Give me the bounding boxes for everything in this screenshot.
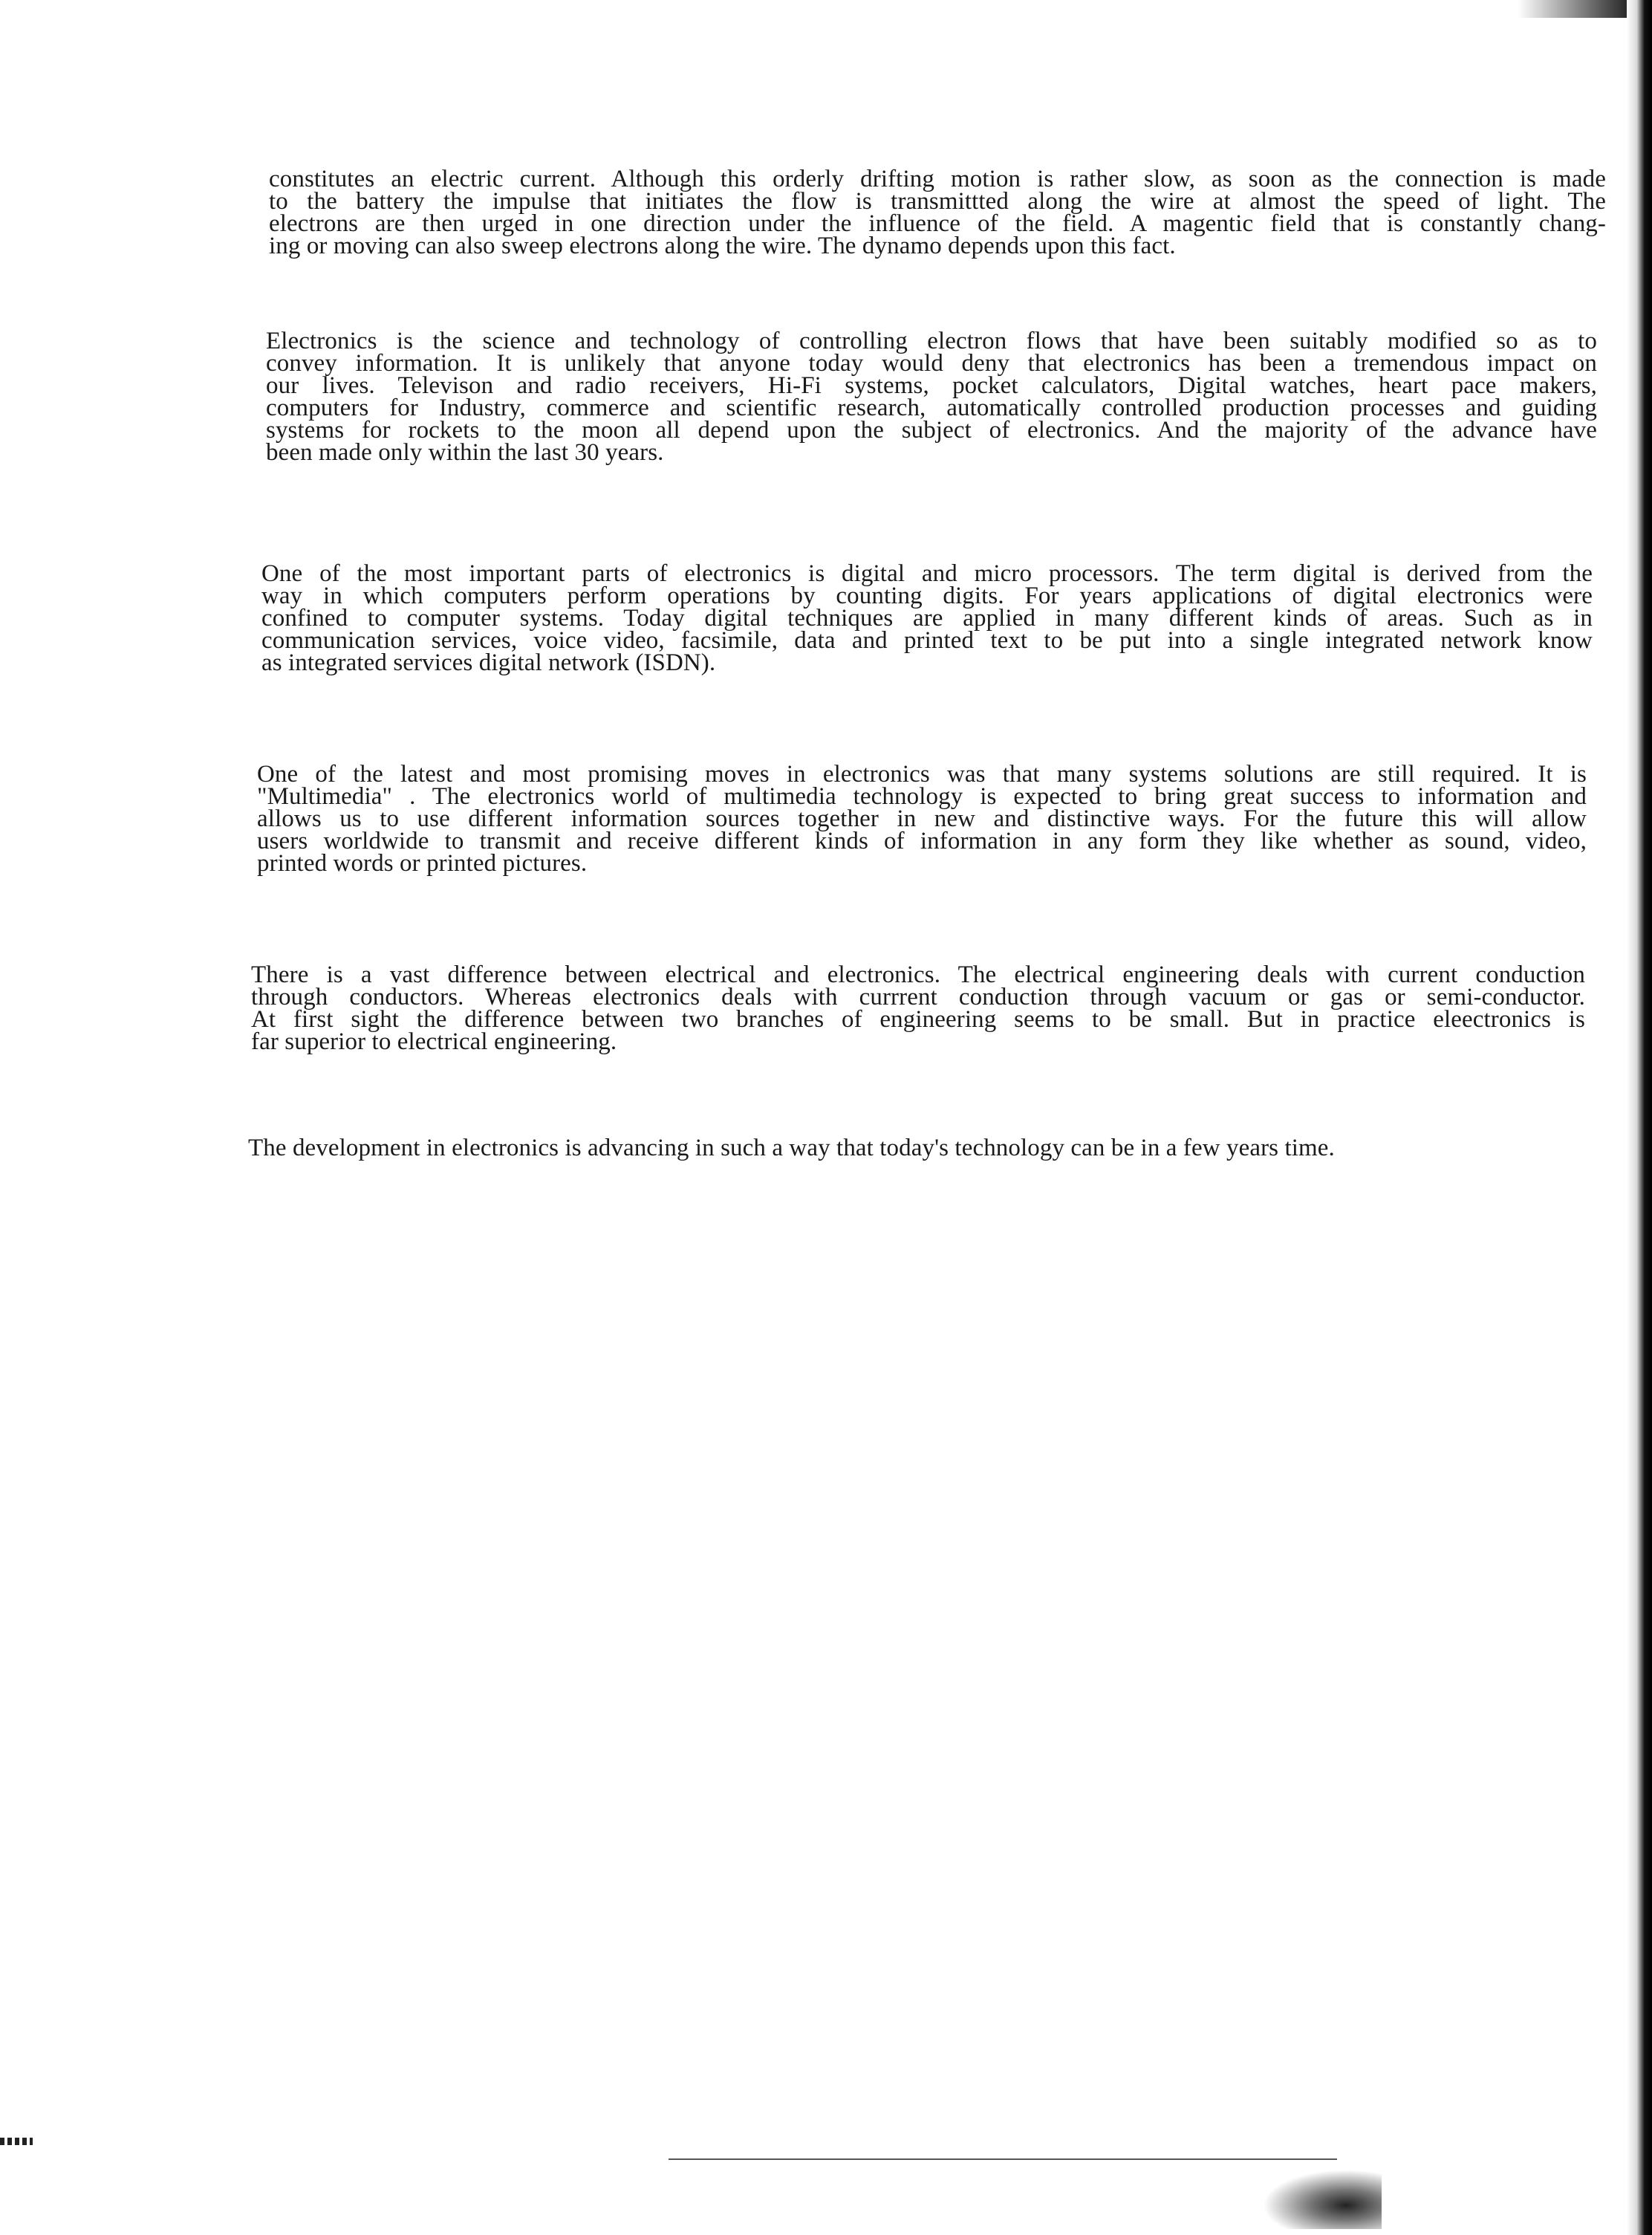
paragraph-line: At first sight the difference between two branches of engineering seems to be small. But in practice eleectronics is	[251, 1006, 1585, 1033]
paragraph-line: way in which computers perform operations by counting digits. For years applications of digital electronics were	[261, 583, 1593, 609]
paragraph-6	[248, 1137, 1555, 1159]
paragraph-3	[261, 562, 1593, 674]
paragraph-line: our lives. Televison and radio receivers, Hi-Fi systems, pocket calculators, Digital watches, heart pace makers,	[266, 372, 1597, 399]
paragraph-line: computers for Industry, commerce and scientific research, automatically controlled production processes and guiding	[266, 395, 1597, 421]
paragraph-line: There is a vast difference between electrical and electronics. The electrical engineering deals with current conduction	[251, 961, 1585, 988]
scan-smudge-bottom	[1263, 2170, 1382, 2229]
paragraph-line: as integrated services digital network (ISDN).	[261, 649, 716, 676]
paragraph-line: confined to computer systems. Today digital techniques are applied in many different kinds of areas. Such as in	[261, 605, 1593, 632]
paragraph-line: through conductors. Whereas electronics deals with currrent conduction through vacuum or gas or semi-conductor.	[251, 984, 1585, 1011]
scan-line-bottom	[669, 2158, 1337, 2160]
paragraph-line: electrons are then urged in one direction under the influence of the field. A magentic field that is constantly chang-	[269, 210, 1606, 237]
paragraph-line: far superior to electrical engineering.	[251, 1028, 617, 1055]
paragraph-5	[251, 961, 1585, 1055]
paragraph-line: One of the most important parts of electronics is digital and micro processors. The term digital is derived from the	[261, 560, 1593, 587]
paragraph-line: users worldwide to transmit and receive different kinds of information in any form they like whether as sound, video,	[257, 828, 1587, 854]
paragraph-line: to the battery the impulse that initiates the flow is transmittted along the wire at almost the speed of light. The	[269, 188, 1606, 215]
paragraph-line: One of the latest and most promising moves in electronics was that many systems solutions are still required. It is	[257, 761, 1587, 788]
paragraph-line: "Multimedia" . The electronics world of multimedia technology is expected to bring great success to information and	[257, 783, 1587, 810]
paragraph-line: constitutes an electric current. Although this orderly drifting motion is rather slow, as soon as the connection is made	[269, 166, 1606, 192]
paragraph-line: convey information. It is unlikely that anyone today would deny that electronics has been a tremendous impact on	[266, 350, 1597, 377]
paragraph-line: Electronics is the science and technology of controlling electron flows that have been suitably modified so as to	[266, 328, 1597, 354]
paragraph-line: communication services, voice video, facsimile, data and printed text to be put into a single integrated network know	[261, 627, 1593, 654]
paragraph-4	[257, 763, 1587, 875]
paragraph-line: systems for rockets to the moon all depend upon the subject of electronics. And the majority of the advance have	[266, 417, 1597, 444]
paragraph-1	[269, 168, 1606, 257]
paragraph-line: printed words or printed pictures.	[257, 850, 588, 877]
paragraph-2	[266, 330, 1597, 464]
paragraph-line: allows us to use different information sources together in new and distinctive ways. For the future this will allow	[257, 805, 1587, 832]
scan-mark-bottom-left	[0, 2138, 33, 2145]
paragraph-line: been made only within the last 30 years.	[266, 439, 664, 466]
scan-shadow-right-edge	[1627, 0, 1652, 2235]
paragraph-line: ing or moving can also sweep electrons along the wire. The dynamo depends upon this fact.	[269, 233, 1176, 259]
paragraph-line: The development in electronics is advancing in such a way that today's technology can be in a few years time.	[248, 1135, 1335, 1161]
